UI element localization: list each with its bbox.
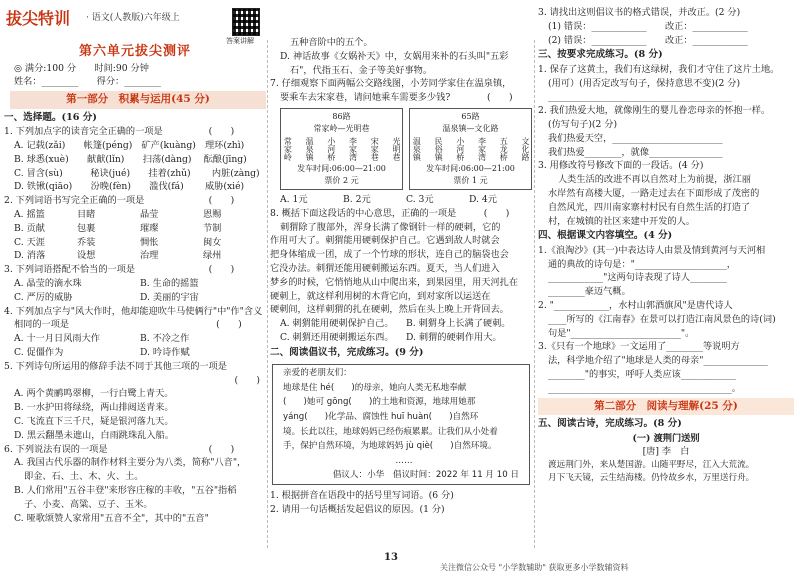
- option: A. 十一月日风雨大作: [14, 333, 100, 345]
- option: A. 我国古代乐器的制作材料主要分为八类，简称"八音"，: [14, 457, 247, 469]
- option: A. 刺猬能用硬刺保护自己。: [280, 318, 394, 330]
- fill-line[interactable]: ________豪迈气概。: [548, 286, 631, 298]
- bus-stop: 文化路: [520, 136, 530, 161]
- option-row: [270, 317, 532, 331]
- bus-time: 发车时间:06:00—21:00: [426, 163, 515, 173]
- option: 惆怅: [140, 236, 159, 248]
- column-divider: [267, 40, 268, 548]
- column-divider: [534, 40, 535, 548]
- question-4: 4. 下列加点字与"风大作时，他却能迎吹牛马使俩行"中"作"含义: [4, 305, 263, 317]
- option: 恩赐: [203, 209, 222, 221]
- letter-line: 地球是住 hé( )的母亲，她向人类无私地奉献: [283, 382, 467, 393]
- exercise-1: 1. 保存了这黄土，我们有这绿树，我们才守住了这片土地。: [538, 63, 780, 75]
- poem-line: 月下飞天镜，云生结海楼。仍怜故乡水，万里送行舟。: [548, 473, 755, 484]
- bus-stop: 五龙桥: [499, 136, 509, 161]
- option: A. 两个黄鹂鸣翠柳，一行白鹭上青天。: [14, 388, 174, 400]
- option: B. 2元: [343, 193, 371, 205]
- passage-line: 梦乡的时候，它悄悄地从山中爬出来，到果园里，用天河扎在: [270, 276, 519, 288]
- answer-line[interactable]: (1) 错误：____________ 改正：____________: [548, 20, 748, 32]
- letter-line: 手，保护自然环境，为地球妈妈 jù qiè( )自然环境。: [283, 441, 497, 452]
- answer-line[interactable]: ________________________________________: [548, 91, 732, 103]
- option: 目睹: [77, 209, 96, 221]
- bus-route: 常家岭—光明巷: [313, 123, 370, 133]
- letter-ellipsis: ……: [395, 455, 413, 466]
- option-row: [4, 291, 266, 305]
- option: D. 消落: [14, 250, 46, 262]
- bus-route-86: [280, 108, 403, 190]
- bus-fare: 票价 1 元: [453, 175, 488, 185]
- option: A. 记载(zǎi) 帐篷(péng) 矿产(kuàng) 理环(zhì): [14, 140, 245, 152]
- letter-line: 境。长此以往，地球妈妈已经伤痕累累。让我们从小处着: [283, 426, 498, 437]
- page-number: 13: [384, 552, 398, 563]
- passage-line: 硬刺上，就这样利用树的木背它向，到对家所以运送在: [270, 290, 491, 302]
- option-row: [4, 236, 266, 250]
- option: A. 晶莹的滴水珠: [14, 278, 82, 289]
- option: D. 铁锹(qiāo) 汾晚(fèn) 滥伐(fá) 威胁(xié): [14, 181, 245, 193]
- score-time-line: ◎ 满分:100 分 时间:90 分钟: [14, 62, 149, 74]
- option-cont: 子、小麦、高粱、豆子、玉米。: [24, 498, 153, 510]
- passage-line: 它没办法。刺猬还能用硬刺搬运东西。夏天，当人们进入: [270, 262, 500, 274]
- bus-stop: 小河桥: [455, 136, 465, 161]
- question-3: 3. 请找出这则倡议书的格式错误，并改正。(2 分): [538, 7, 741, 18]
- exercise-2: 2. 我们热爱大地，就像刚生的婴儿眷恋母亲的怀抱一样。: [538, 105, 771, 117]
- passage-line: 刺猬除了腹部外，浑身长满了像钢针一样的硬刺，它的: [280, 221, 501, 233]
- reading-question: 2. 请用一句话概括发起倡议的原因。(1 分): [270, 503, 445, 515]
- column-right: [538, 6, 794, 485]
- option: C. 冒含(sù) 秘诀(jué) 挂着(zhǔ) 内脏(zàng): [14, 167, 260, 179]
- proposal-letter-box: [272, 364, 530, 485]
- option-row: [4, 249, 266, 263]
- passage-line: 村，在城镇的社区来建中开发的人。: [548, 215, 695, 227]
- option-row: [270, 193, 532, 207]
- letter-line: ( )她可 gōng( )的土地和资源，地球用她那: [283, 397, 476, 408]
- fill-line[interactable]: ________"的事实，呼吁人类应该____________: [548, 368, 736, 380]
- option-row: [4, 222, 266, 236]
- fill-line: 1.《浪淘沙》(其一)中表达诗人由景及情到黄河与天河相: [538, 244, 766, 256]
- option: C. 哑歌颂赞人家常用"五音不全"，其中的"五音": [14, 512, 209, 524]
- part1-banner: 第一部分 积累与运用(45 分): [10, 91, 266, 109]
- fill-line[interactable]: 2. "____________，水村山郭酒旗风"是唐代诗人: [538, 299, 733, 311]
- passage-line: 把身体缩成一团，成了一个竹球的形状，连自己的脑袋也会: [270, 249, 509, 261]
- question-6: 6. 下列说法有误的一项是 ( ): [4, 443, 235, 455]
- passage-line: 硬刺间，这样刺猬的扎在硬刺，然后在头上晚上开背回去。: [270, 304, 509, 316]
- bus-stops: [412, 137, 529, 161]
- answer-line[interactable]: (2) 错误：____________ 改正：____________: [548, 34, 748, 46]
- part2-banner: 第二部分 阅读与理解(25 分): [538, 398, 794, 416]
- bus-route-65: [409, 108, 532, 190]
- poem-line: 渡远荆门外，来从楚国游。山随平野尽，江入大荒流。: [548, 460, 755, 471]
- bus-time: 发车时间:06:00—21:00: [297, 163, 386, 173]
- fill-line[interactable]: 通的典故的诗句是："____________________，: [548, 258, 736, 270]
- passage-line: 自然风光，四川南家寨村村民有自然生活的打造了: [548, 201, 751, 213]
- bus-stop: 宋家巷: [370, 136, 380, 161]
- fill-line[interactable]: 3.《只有一个地球》一文运用了________等说明方: [538, 341, 740, 353]
- option-row: [4, 332, 266, 346]
- option: B. 贡献: [14, 222, 45, 234]
- option: 节制: [203, 222, 222, 234]
- option: 璀璨: [140, 222, 159, 234]
- fill-line[interactable]: ____________"这两句诗表现了诗人________: [548, 272, 727, 284]
- option: 设想: [77, 250, 96, 262]
- bus-stop: 光明巷: [391, 136, 401, 161]
- question-1: 1. 下列加点字的读音完全正确的一项是 ( ): [4, 126, 235, 138]
- section-heading: 五、阅读古诗，完成练习。(8 分): [538, 418, 682, 430]
- option: 包裹: [77, 222, 96, 234]
- reading-question: 1. 根据拼音在语段中的括号里写词语。(6 分): [270, 490, 454, 502]
- letter-signature: 倡议人：小华 倡议时间：2022 年 11 月 10 日: [332, 470, 519, 481]
- option: 闽女: [203, 236, 222, 248]
- passage-line: 作用可大了。刺猬能用硬刺保护自己。它遇到敌人时就会: [270, 235, 500, 247]
- option-cont: 即金、石、土、木、火、土。: [24, 471, 144, 483]
- option: D. 神话故事《女娲补天》中，女娲用来补的石头叫"五彩: [280, 50, 509, 62]
- option: B. 刺猬身上长满了硬刺。: [406, 318, 511, 330]
- bus-fare: 票价 2 元: [324, 175, 359, 185]
- option: 晶莹: [140, 209, 159, 221]
- option-cont: 石"，代指玉石、金子等美好事物。: [290, 64, 433, 76]
- option: A. 1元: [280, 193, 308, 205]
- passage-line: 人类生活的改进不再以自然对上为前提，浙江丽: [558, 174, 751, 186]
- option: C. 刺猬还用硬刺搬运东西。: [280, 331, 394, 343]
- bus-stops: [283, 137, 400, 161]
- section-heading: 三、按要求完成练习。(8 分): [538, 49, 663, 61]
- option: C. 飞流直下三千尺，疑是银河落九天。: [14, 415, 174, 427]
- question-5: 5. 下列诗句所运用的修辞手法不同于其他三项的一项是: [4, 360, 227, 372]
- section-heading: 四、根据课文内容填空。(4 分): [538, 230, 673, 242]
- question-4-cont: 相同的一项是 ( ): [14, 319, 242, 331]
- option: 治理: [140, 250, 159, 262]
- bus-route-maps: [280, 108, 532, 190]
- bus-stop: 李家湾: [477, 136, 487, 161]
- answer-line[interactable]: 我们热爱天空，________________________: [548, 132, 723, 144]
- option: B. 不冷之作: [140, 333, 190, 345]
- exercise-1-cont: (用可）(用否定改写句子，保持意思不变)(2 分): [548, 77, 741, 89]
- option: D. 吟诗作赋: [140, 346, 190, 358]
- bus-stop: 温泉镇: [412, 136, 422, 161]
- exercise-2-cont: (仿写句子)(2 分): [548, 118, 618, 130]
- fill-line[interactable]: 句是"________________________"。: [548, 327, 695, 339]
- question-7: 7. 仔细观察下面两幅公交路线图，小芳同学家住在温泉镇，: [270, 78, 512, 90]
- footer-note: 关注微信公众号 "小学数辅助" 获取更多小学数辅资料: [440, 563, 629, 572]
- question-3: 3. 下列词语搭配不恰当的一项是 ( ): [4, 264, 235, 276]
- option: D. 刺猬的硬刺作用大。: [406, 331, 502, 343]
- bus-stop: 小河桥: [326, 136, 336, 161]
- option-row: [4, 277, 266, 291]
- option-cont: 五种音阶中的五个。: [290, 37, 373, 48]
- bus-stop: 常家岭: [283, 136, 293, 161]
- option: D. 黑云翻墨未遮山，白雨跳珠乱入船。: [14, 429, 174, 441]
- fill-line[interactable]: 法，科学地介绍了"地球是人类的母亲"______________: [548, 355, 768, 367]
- bus-route: 温泉镇—文化路: [442, 123, 499, 133]
- option: B. 人们常用"五谷丰登"来形容庄稼的丰收，"五谷"指稻: [14, 484, 237, 496]
- option: B. 球悉(xuè) 献献(lǐn) 扫荡(dàng) 酝酿(jīng): [14, 153, 247, 165]
- qr-label: 答案讲解: [226, 37, 254, 45]
- section-heading: 一、选择题。(16 分): [4, 111, 97, 123]
- page-title: 第六单元拔尖测评: [78, 44, 191, 59]
- option-row: [4, 346, 266, 360]
- passage-line: 水岸然有高楼大厦，一路走过去在下面形成了茂密的: [548, 187, 760, 199]
- bus-stop: 李家湾: [348, 136, 358, 161]
- column-left: [4, 40, 266, 525]
- fill-line[interactable]: ________________________________________。: [548, 382, 741, 394]
- bus-stop: 温泉镇: [305, 136, 315, 161]
- bus-number: 86路: [332, 111, 351, 121]
- option: C. 3元: [406, 193, 434, 205]
- option: C. 严厉的威胁: [14, 291, 73, 303]
- option-row: [270, 331, 532, 345]
- option: B. 一水护田将绿绕，两山排闼送青来。: [14, 402, 174, 414]
- section-heading: 二、阅读倡议书，完成练习。(9 分): [270, 346, 424, 358]
- option: 绿州: [203, 250, 222, 262]
- bus-stop: 民俗镇: [434, 136, 444, 161]
- exercise-3: 3. 用修改符号修改下面的一段话。(4 分): [538, 160, 704, 172]
- option: A. 摇篮: [14, 209, 45, 221]
- option: C. 促僵作为: [14, 346, 64, 358]
- question-7-cont: 要乘车去宋家巷，请问她乘车需要多少钱? ( ): [280, 92, 513, 104]
- option-row: [4, 208, 266, 222]
- fill-line[interactable]: ____所写的《江南春》在景可以打造江南风景色的诗(词): [548, 313, 776, 325]
- option: 乔装: [77, 236, 96, 248]
- poem-author: [唐] 李 白: [642, 446, 690, 458]
- poem-title: (一) 渡荆门送别: [632, 432, 700, 444]
- option: C. 天涯: [14, 236, 45, 248]
- column-middle: [270, 36, 532, 517]
- qr-code-icon[interactable]: [232, 8, 260, 36]
- question-8: 8. 概括下面这段话的中心意思，正确的一项是 ( ): [270, 207, 510, 219]
- letter-line: 亲爱的老朋友们：: [283, 368, 352, 379]
- option: D. 4元: [469, 193, 497, 205]
- brand-logo: 拔尖特训: [6, 9, 71, 28]
- option: D. 美丽的宇宙: [140, 291, 199, 303]
- question-2: 2. 下列词语书写完全正确的一项是 ( ): [4, 195, 235, 207]
- letter-line: yáng( )化学品、腐蚀性 huī huàn( )自然环: [283, 411, 479, 422]
- name-score-line: 姓名：________ 得分：________: [14, 76, 161, 88]
- bus-number: 65路: [461, 111, 480, 121]
- answer-line[interactable]: 我们热爱________，就像________________: [548, 146, 723, 158]
- subject-label: · 语文(人教版)六年级上: [86, 13, 180, 23]
- answer-paren: ( ): [234, 374, 260, 386]
- option: B. 生命的摇篮: [140, 278, 199, 289]
